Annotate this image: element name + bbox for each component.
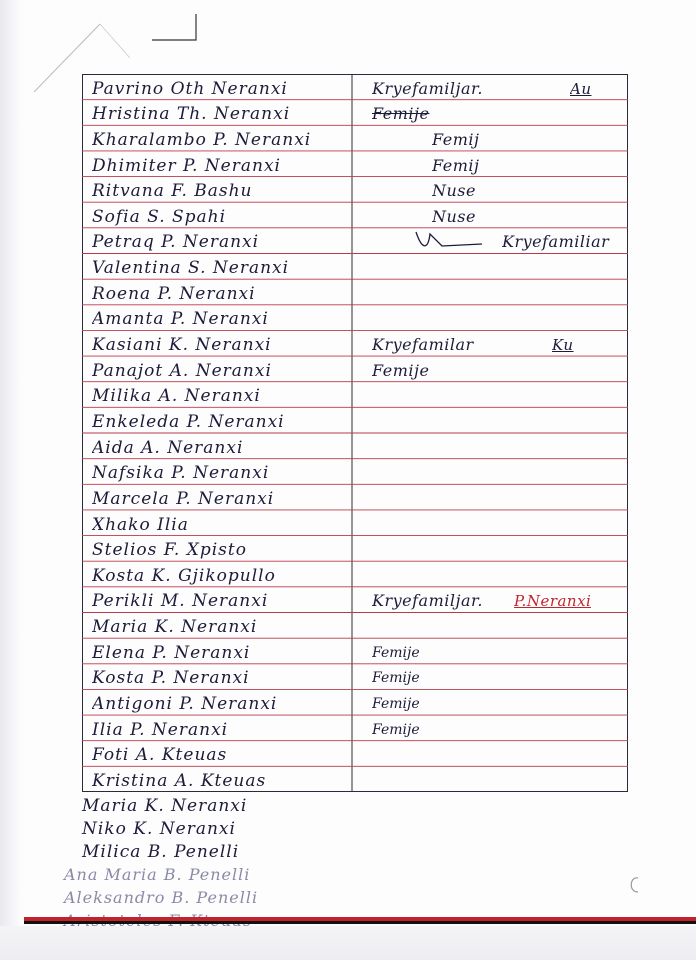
family-role: Nuse [432, 181, 476, 201]
extra-person-name: Maria K. Neranxi [82, 796, 248, 816]
extra-person-name: Niko K. Neranxi [82, 819, 236, 839]
ledger-row [82, 330, 628, 356]
person-name: Maria K. Neranxi [92, 617, 258, 638]
person-name: Marcela P. Neranxi [92, 488, 275, 509]
ledger-row [82, 305, 628, 331]
family-role: Femije [372, 104, 430, 124]
ledger-row [82, 459, 628, 485]
ledger-row [82, 407, 628, 433]
ledger-row [82, 202, 628, 228]
ledger-row [82, 689, 628, 715]
family-role: Kryefamiljar. [372, 78, 483, 98]
person-name: Stelios F. Xpisto [92, 540, 247, 561]
ledger-row [82, 125, 628, 151]
family-role: Kryefamilar [372, 335, 474, 355]
family-role: Kryefamiliar [502, 232, 610, 252]
person-name: Aida A. Neranxi [92, 437, 244, 458]
ledger-row [82, 177, 628, 203]
person-name: Pavrino Oth Neranxi [92, 78, 288, 99]
signature: Au [570, 79, 592, 98]
ledger-row [82, 561, 628, 587]
scan-shadow [0, 0, 22, 960]
page-bottom-edge [0, 926, 696, 960]
person-name: Enkeleda P. Neranxi [92, 411, 285, 432]
person-name: Kristina A. Kteuas [92, 770, 267, 791]
ledger-row [82, 587, 628, 613]
ledger-table [82, 74, 628, 792]
ledger-row [82, 613, 628, 639]
person-name: Hristina Th. Neranxi [92, 104, 291, 125]
person-name: Kosta K. Gjikopullo [92, 565, 276, 586]
pencil-c-mark [624, 874, 644, 896]
family-role: Nuse [432, 206, 476, 226]
family-role: Femij [432, 155, 480, 175]
ledger-row [82, 510, 628, 536]
person-name: Kharalambo P. Neranxi [92, 129, 312, 150]
ledger-row [82, 536, 628, 562]
person-name: Perikli M. Neranxi [92, 591, 269, 612]
ledger-row [82, 74, 628, 100]
extra-person-name: Ana Maria B. Penelli [64, 865, 251, 884]
person-name: Petraq P. Neranxi [92, 232, 260, 253]
person-name: Dhimiter P. Neranxi [92, 155, 281, 176]
family-role: Femij [432, 129, 480, 149]
family-role: Femije [372, 360, 430, 380]
person-name: Kasiani K. Neranxi [92, 335, 272, 356]
person-name: Valentina S. Neranxi [92, 258, 290, 279]
person-name: Xhako Ilia [92, 514, 189, 535]
family-role: Femije [372, 696, 420, 713]
extra-person-name: Milica B. Penelli [82, 842, 240, 862]
ledger-row [82, 664, 628, 690]
family-role: Femije [372, 670, 420, 687]
person-name: Sofia S. Spahi [92, 206, 227, 227]
family-role: Kryefamiljar. [372, 591, 483, 611]
family-role: Femije [372, 721, 420, 738]
person-name: Panajot A. Neranxi [92, 360, 272, 381]
person-name: Elena P. Neranxi [92, 642, 251, 663]
ledger-row [82, 484, 628, 510]
ledger-row [82, 279, 628, 305]
person-name: Kosta P. Neranxi [92, 668, 250, 689]
ledger-row [82, 228, 628, 254]
ledger-row [82, 356, 628, 382]
person-name: Milika A. Neranxi [92, 386, 261, 407]
corner-bracket-mark [150, 10, 200, 46]
black-border-line [24, 921, 696, 924]
ledger-row [82, 638, 628, 664]
ledger-row [82, 741, 628, 767]
person-name: Foti A. Kteuas [92, 745, 228, 766]
person-name: Antigoni P. Neranxi [92, 694, 278, 715]
ledger-row [82, 715, 628, 741]
ledger-row [82, 382, 628, 408]
ledger-row [82, 100, 628, 126]
person-name: Ilia P. Neranxi [92, 719, 229, 740]
signature: P.Neranxi [514, 592, 592, 611]
ledger-row [82, 254, 628, 280]
family-role: Femije [372, 644, 420, 661]
person-name: Ritvana F. Bashu [92, 181, 253, 202]
person-name: Roena P. Neranxi [92, 283, 256, 304]
ledger-row [82, 766, 628, 792]
ledger-row [82, 433, 628, 459]
person-name: Amanta P. Neranxi [92, 309, 269, 330]
person-name: Nafsika P. Neranxi [92, 463, 270, 484]
ledger-row [82, 151, 628, 177]
signature-scribble [412, 228, 492, 250]
signature: Ku [552, 336, 574, 355]
extra-person-name: Aleksandro B. Penelli [64, 888, 259, 907]
